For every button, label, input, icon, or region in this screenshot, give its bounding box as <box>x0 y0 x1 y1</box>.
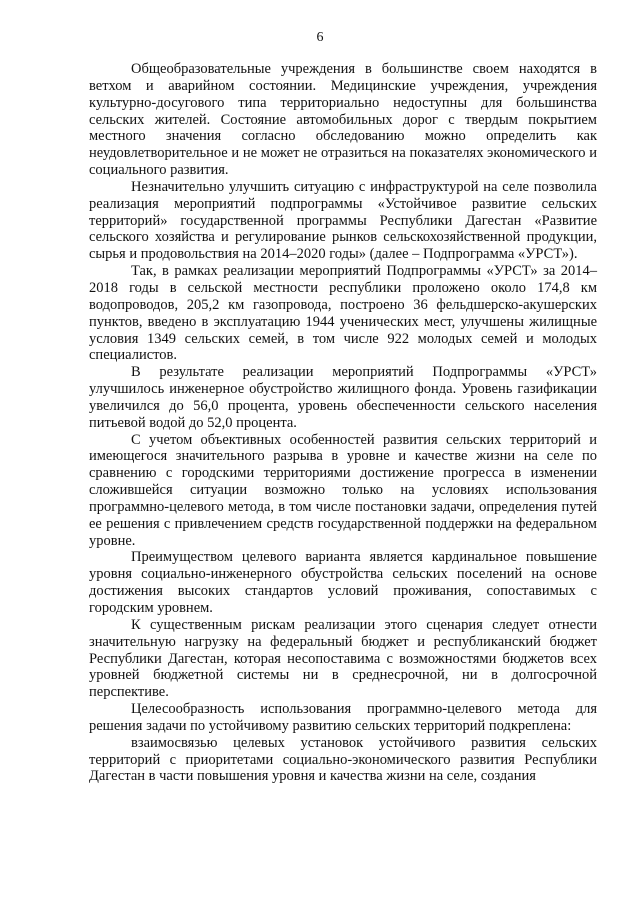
paragraph-target-variant-advantage: Преимуществом целевого варианта является кардинальное повышение уровня социально-инженерного обустройства сельских поселений на основе достижения высоких стандартов условий проживания, сопоставимых с городским уровнем. <box>89 549 597 616</box>
paragraph-infrastructure-state: Общеобразовательные учреждения в большинстве своем находятся в ветхом и аварийном состоянии. Медицинские учреждения, учреждения культурно-досугового типа территориально недоступны для большинства сельских жителей. Состояние автомобильных дорог с твердым покрытием местного значения согласно обследованию можно определить как неудовлетворительное и не может не отразиться на показателях экономического и социального развития. <box>89 61 597 179</box>
paragraph-method-expediency: Целесообразность использования программно-целевого метода для решения задачи по устойчивому развитию сельских территорий подкреплена: <box>89 701 597 734</box>
paragraph-engineering-improvement: В результате реализации мероприятий Подпрограммы «УРСТ» улучшилось инженерное обустройство жилищного фонда. Уровень газификации увеличился до 56,0 процента, уровень обеспеченности сельского населения питьевой водой до 52,0 процента. <box>89 364 597 431</box>
paragraph-urst-results-2014-2018: Так, в рамках реализации мероприятий Подпрограммы «УРСТ» за 2014–2018 годы в сельской местности республики проложено около 174,8 км водопроводов, 205,2 км газопровода, построено 36 фельдшерско-акушерских пунктов, введено в эксплуатацию 1944 ученических мест, улучшены жилищные условия 1349 сельских семей, в том числе 922 молодых семей и молодых специалистов. <box>89 263 597 364</box>
paragraph-interconnection: взаимосвязью целевых установок устойчивого развития сельских территорий с приоритетами социально-экономического развития Республики Дагестан в части повышения уровня и качества жизни на селе, создания <box>89 734 597 785</box>
page-number: 6 <box>316 30 324 45</box>
document-body <box>89 61 597 785</box>
paragraph-subprogram-urst: Незначительно улучшить ситуацию с инфраструктурой на селе позволила реализация мероприятий подпрограммы «Устойчивое развитие сельских территорий» государственной программы Республики Дагестан «Развитие сельского хозяйства и регулирование рынков сельскохозяйственной продукции, сырья и продовольствия на 2014–2020 годы» (далее – Подпрограмма «УРСТ»). <box>89 178 597 263</box>
paragraph-program-target-method: С учетом объективных особенностей развития сельских территорий и имеющегося значительного разрыва в уровне и качестве жизни на селе по сравнению с городскими территориями достижение прогресса в изменении сложившейся ситуации возможно только на условиях использования программно-целевого метода, в том числе постановки задачи, определения путей ее решения с привлечением средств государственной поддержки на федеральном уровне. <box>89 431 597 549</box>
paragraph-risks: К существенным рискам реализации этого сценария следует отнести значительную нагрузку на федеральный бюджет и республиканский бюджет Республики Дагестан, которая несопоставима с возможностями бюджетов всех уровней бюджетной системы ни в среднесрочной, ни в долгосрочной перспективе. <box>89 616 597 701</box>
